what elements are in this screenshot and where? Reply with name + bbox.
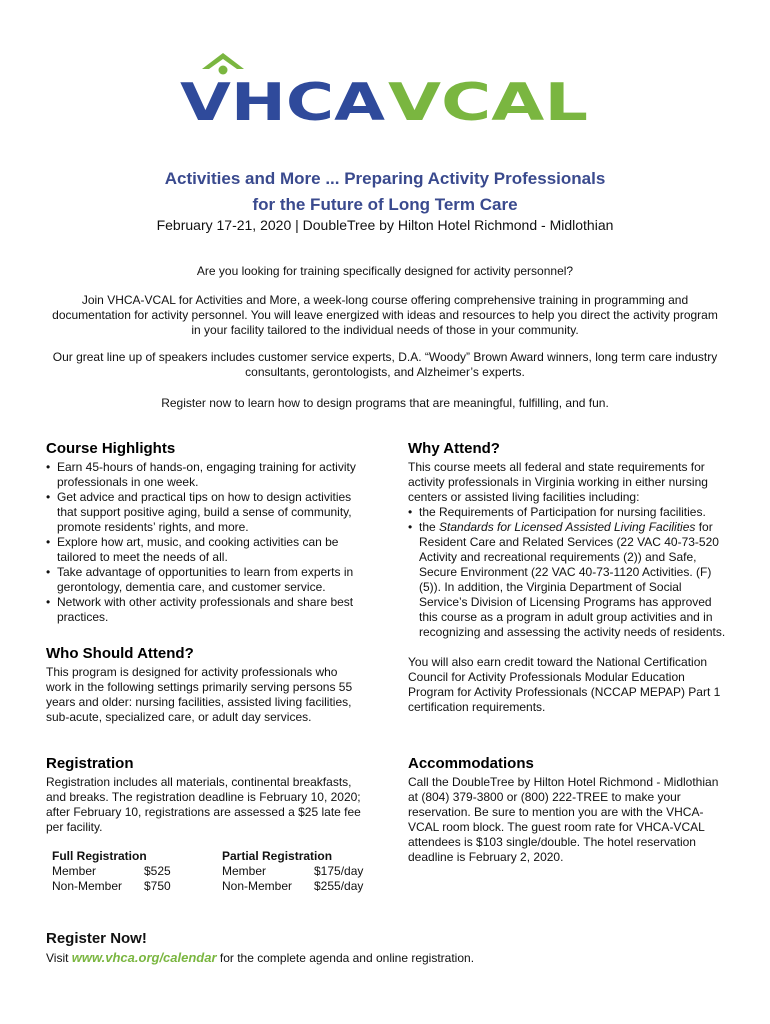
who-should-attend-section [46, 645, 364, 725]
why-attend-heading: Why Attend? [408, 440, 500, 457]
partial-registration-fees [222, 849, 363, 894]
why-attend-section [408, 440, 726, 715]
register-now-heading: Register Now! [46, 930, 147, 947]
register-now-prefix: Visit [46, 951, 72, 965]
accommodations-text: Call the DoubleTree by Hilton Hotel Richmond - Midlothian at (804) 379-3800 or (800) 222-TREE to make your reservation. Be sure to mention you are with the VHCA-VCAL room block. The guest room rate for VHCA-VCAL attendees is $103 single/double. The hotel reservation deadline is February 2, 2020. [408, 775, 719, 864]
title-line-2: for the Future of Long Term Care [252, 195, 518, 214]
registration-section [46, 755, 364, 835]
registration-text: Registration includes all materials, continental breakfasts, and breaks. The registration deadline is February 10, 2020; after February 10, registrations are assessed a $25 late fee per facility. [46, 775, 361, 834]
register-now-suffix: for the complete agenda and online registration. [216, 951, 475, 965]
why-attend-list [408, 505, 726, 640]
fee-label: Member [52, 864, 97, 878]
event-subtitle: February 17-21, 2020 | DoubleTree by Hilton Hotel Richmond - Midlothian [156, 217, 614, 233]
course-highlights-heading: Course Highlights [46, 440, 176, 457]
register-now-text [46, 950, 474, 965]
fee-price: $750 [144, 879, 171, 893]
accommodations-heading: Accommodations [408, 755, 534, 772]
list-item: • the Requirements of Participation for nursing facilities. [408, 505, 726, 520]
standards-detail: for Resident Care and Related Services (22 VAC 40-73-520 Activity and recreational requirements (2)) and Safe, Secure Environment (22 VAC 40-73-1120 Activities. (F)(5)). In addition, the Virginia Department of Social Service’s Division of Licensing Programs has approved this course as a program in adult group activities and in recognizing and assessing the activity needs of residents. [419, 520, 726, 639]
who-should-attend-heading: Who Should Attend? [46, 645, 194, 662]
standards-prefix: the [419, 520, 440, 534]
full-registration-fees [52, 849, 171, 894]
certification-credit-text: You will also earn credit toward the National Certification Council for Activity Professionals Modular Education Program for Activity Professionals (NCCAP MEPAP) Part 1 certification requirements. [408, 655, 721, 714]
registration-heading: Registration [46, 755, 134, 772]
list-item: • Earn 45-hours of hands-on, engaging training for activity professionals in one week. [46, 460, 364, 490]
partial-member-row [222, 864, 363, 879]
intro-speakers: Our great line up of speakers includes customer service experts, D.A. “Woody” Brown Award winners, long term care industry consultants, gerontologists, and Alzheimer’s experts. [52, 350, 718, 379]
list-item: • Network with other activity professionals and share best practices. [46, 595, 364, 625]
course-highlights-list [46, 460, 364, 625]
intro-question: Are you looking for training specifically designed for activity personnel? [196, 264, 574, 278]
partial-registration-title: Partial Registration [222, 849, 333, 863]
vhca-vcal-logo [180, 52, 590, 124]
fee-price: $255/day [314, 879, 364, 893]
fee-label: Non-Member [52, 879, 123, 893]
fee-price: $175/day [314, 864, 364, 878]
logo-vcal: VCAL [388, 73, 588, 124]
full-member-row [52, 864, 171, 879]
intro-register: Register now to learn how to design programs that are meaningful, fulfilling, and fun. [161, 396, 609, 410]
logo-vhca: VHCA [180, 73, 385, 124]
full-nonmember-row [52, 879, 171, 894]
partial-nonmember-row [222, 879, 363, 894]
list-item: • Explore how art, music, and cooking activities can be tailored to meet the needs of all. [46, 535, 364, 565]
intro-join: Join VHCA-VCAL for Activities and More, a week-long course offering comprehensive training in programming and documentation for activity personnel. You will leave energized with ideas and resources to help you direct the activity program in your facility tailored to the individual needs of those in your community. [52, 293, 718, 337]
fee-price: $525 [144, 864, 171, 878]
list-item: • Take advantage of opportunities to learn from experts in gerontology, dementia care, and customer service. [46, 565, 364, 595]
course-highlights-section [46, 440, 364, 625]
full-registration-title: Full Registration [52, 849, 147, 863]
who-should-attend-text: This program is designed for activity professionals who work in the following settings primarily serving persons 55 years and older: nursing facilities, assisted living facilities, sub-acute, specialized care, or adult day services. [46, 665, 353, 724]
list-item [408, 520, 726, 640]
calendar-link[interactable]: www.vhca.org/calendar [71, 950, 217, 965]
title-line-1: Activities and More ... Preparing Activity Professionals [164, 169, 606, 188]
accommodations-section [408, 755, 726, 865]
list-item: • Get advice and practical tips on how to design activities that support positive aging, build a sense of community, promote residents’ rights, and more. [46, 490, 364, 535]
fee-label: Member [222, 864, 267, 878]
why-attend-intro: This course meets all federal and state requirements for activity professionals in Virginia working in either nursing centers or assisted living facilities including: [408, 460, 708, 504]
fee-label: Non-Member [222, 879, 293, 893]
standards-title: Standards for Licensed Assisted Living Facilities [439, 520, 696, 534]
